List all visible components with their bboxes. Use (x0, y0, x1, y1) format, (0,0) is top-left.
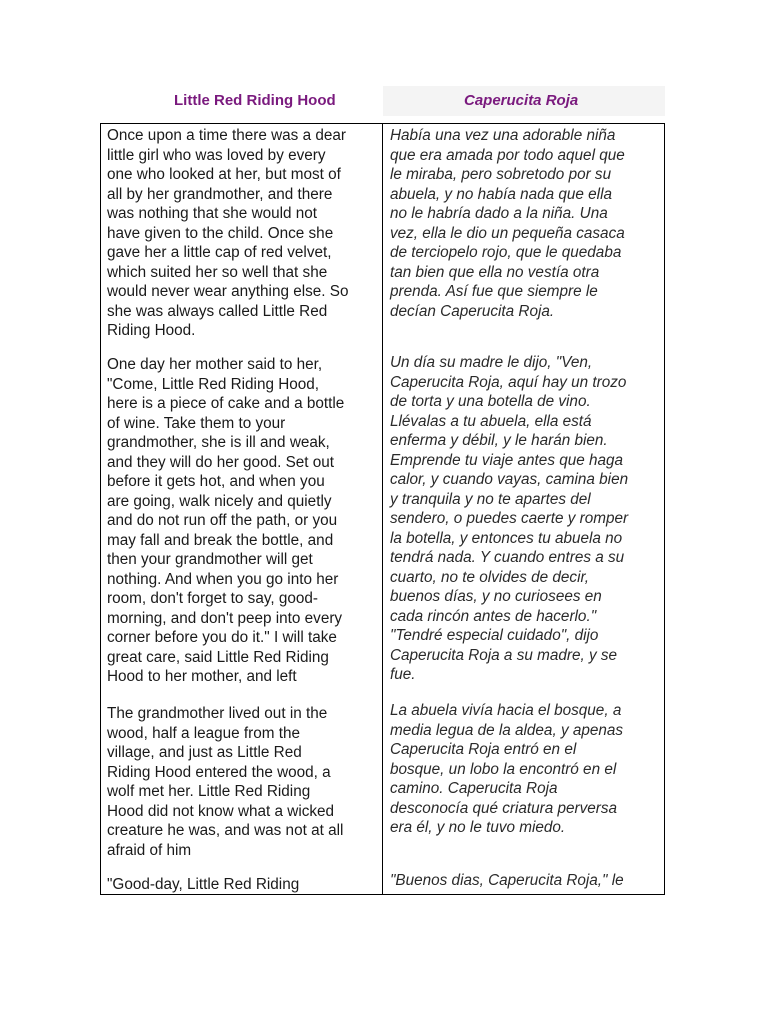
english-title: Little Red Riding Hood (174, 92, 336, 109)
english-paragraph-1: Once upon a time there was a dear little girl who was loved by every one who looked at her, but most of all by her grandmother, and there was nothing that she would not have given to the child. Once she gave her a little cap of red velvet, which suited her so well that she would never wear anything else. So she was always called Little Red Riding Hood. (107, 127, 349, 339)
english-title-header (100, 86, 383, 116)
bilingual-text-table (100, 123, 665, 895)
spanish-paragraph-3: La abuela vivía hacia el bosque, a media legua de la aldea, y apenas Caperucita Roja entró en el bosque, un lobo la encontró en el camino. Caperucita Roja desconocía qué criatura perversa era él, y no le tuvo miedo. (390, 702, 624, 836)
spanish-title: Caperucita Roja (464, 92, 579, 109)
english-paragraph-2: One day her mother said to her, "Come, Little Red Riding Hood, here is a piece of cake and a bottle of wine. Take them to your grandmother, she is ill and weak, and they will do her good. Set out before it gets hot, and when you are going, walk nicely and quietly and do not run off the path, or you may fall and break the bottle, and then your grandmother will get nothing. And when you go into her room, don't forget to say, good- morning, and don't peep into every corner before you do it." I will take great care, said Little Red Riding Hood to her mother, and left (107, 356, 345, 685)
english-paragraph-3: The grandmother lived out in the wood, half a league from the village, and just as Little Red Riding Hood entered the wood, a wolf met her. Little Red Riding Hood did not know what a wicked creature he was, and was not at all afraid of him (107, 705, 344, 859)
english-paragraph-4: "Good-day, Little Red Riding (107, 876, 300, 893)
spanish-title-header (383, 86, 665, 116)
spanish-paragraph-2: Un día su madre le dijo, "Ven, Caperucita Roja, aquí hay un trozo de torta y una botella de vino. Llévalas a tu abuela, ella está enferma y débil, y le harán bien. Emprende tu viaje antes que haga calor, y cuando vayas, camina bien y tranquila y no te apartes del sendero, o puedes caerte y romper la botella, y entonces tu abuela no tendrá nada. Y cuando entres a su cuarto, no te olvides de decir, buenos días, y no curiosees en cada rincón antes de hacerlo." "Tendré especial cuidado", dijo Caperucita Roja a su madre, y se fue. (390, 354, 629, 683)
column-divider (382, 124, 383, 894)
spanish-paragraph-4: "Buenos dias, Caperucita Roja," le (390, 872, 624, 889)
spanish-paragraph-1: Había una vez una adorable niña que era amada por todo aquel que le miraba, pero sobretodo por su abuela, y no había nada que ella no le habría dado a la niña. Una vez, ella le dio un pequeña casaca de terciopelo rojo, que le quedaba tan bien que ella no vestía otra prenda. Así fue que siempre le decían Caperucita Roja. (390, 127, 625, 320)
